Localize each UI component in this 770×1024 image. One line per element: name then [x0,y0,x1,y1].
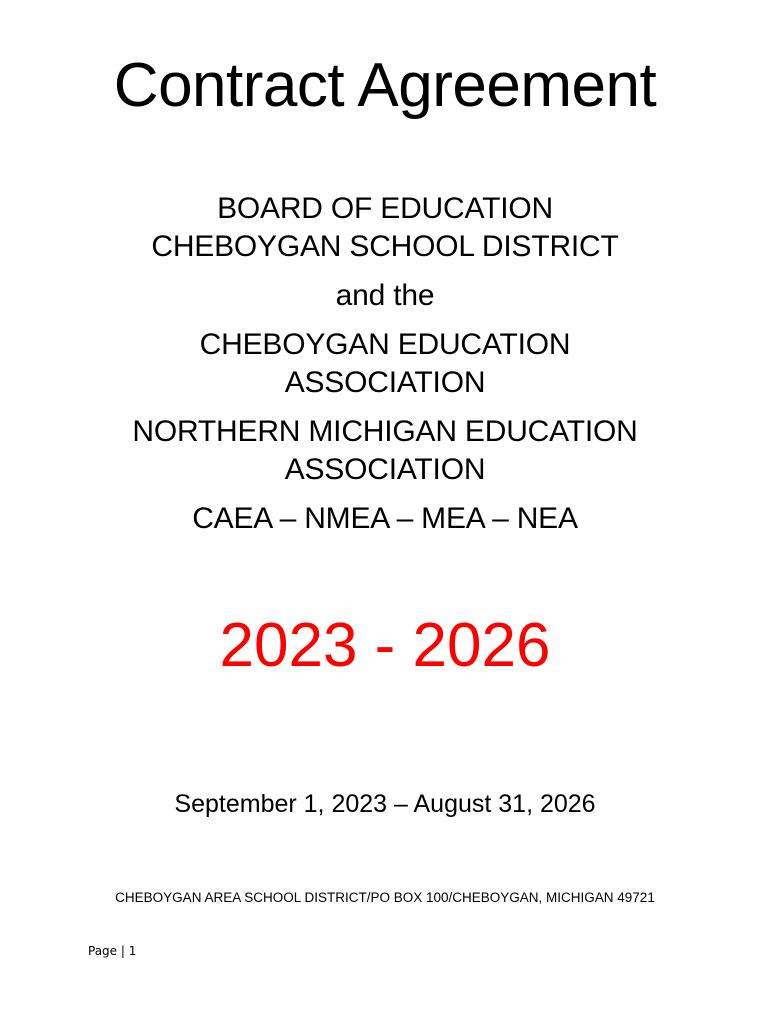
district-address: CHEBOYGAN AREA SCHOOL DISTRICT/PO BOX 100/CHEBOYGAN, MICHIGAN 49721 [115,890,655,905]
contract-dates: September 1, 2023 – August 31, 2026 [174,790,596,818]
party-line-and: and the [335,279,435,312]
contract-years: 2023 - 2026 [219,611,551,680]
party-line-association-name: CHEBOYGAN EDUCATION [199,328,571,361]
page-number: Page | 1 [88,944,137,958]
party-line-association: ASSOCIATION [284,366,486,399]
party-line-board: BOARD OF EDUCATION [217,192,553,225]
party-line-district: CHEBOYGAN SCHOOL DISTRICT [151,230,619,263]
party-line-northern: NORTHERN MICHIGAN EDUCATION [132,415,638,448]
party-line-association-2: ASSOCIATION [284,453,486,486]
party-line-acronyms: CAEA – NMEA – MEA – NEA [192,502,578,535]
document-title: Contract Agreement [113,51,657,120]
